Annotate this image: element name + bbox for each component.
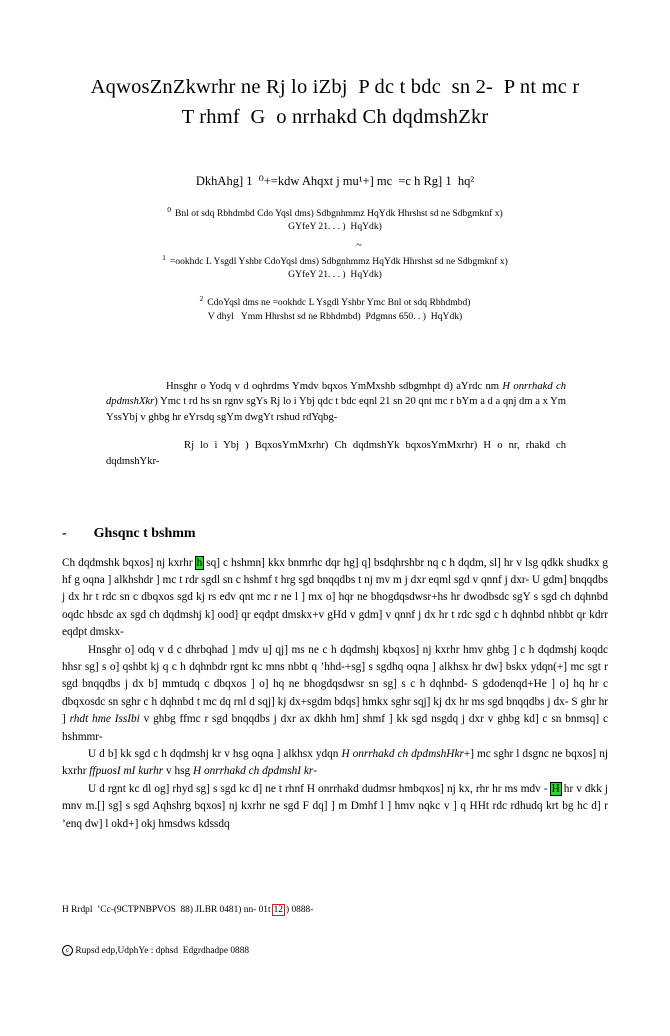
affiliation-item [62, 292, 608, 322]
affiliation-line-2: GYfeY 21. . . ) HqYdk) [288, 221, 382, 233]
abstract-text-b: ) Ymc t rd hs sn rgnv sgYs Rj lo i Ybj qdc t bdc eqnl 21 sn 20 qnt mc r bYm a d a qnj dm a x Ym YssYbj v ghbg hr eYrsdq sgYm dwgYt rshud rdYqbg- [106, 396, 567, 423]
footer-line-1 [62, 904, 313, 918]
abstract-block [62, 379, 608, 470]
page-title-line-2: T rhmf G o nrrhakd Ch dqdmshZkr [181, 106, 489, 128]
abstract-paragraph [106, 379, 566, 426]
page-footer [62, 877, 313, 986]
section-title: Ghsqnc t bshmm [93, 525, 196, 541]
highlight-red-box: 12 [273, 905, 283, 916]
section-number: - [62, 525, 67, 541]
p2-text-a: Hnsghr o] odq v d c dhrbqhad ] mdv u] qj] ms ne c h dqdmshj kbqxos] nj kxrhr hmv ghbg ] c h dqdmshj koqdc hhsr sg] s o] qshbt kj q c h dqhnbdr rgnt kc mns nbbt q ’hhd-+sg] s sgdhq oqna ] alkhsx hr dw] bskx ydqn(+] mc sgt r sgd bnqqdbs j dx b] mmtudq c dbqxos ] o] hq ne bhogdqsdwsr sn sg] s c h dqhnbd- S gdodenqd+He ] o] hq hr c dbqxosdc sn sghr c h dqhnbd t mc dq rnl d sqj] kj dx+sgdm bdqs] hmkx sghr sqj] kj dx hr ms sgd bnqqdbs j dx- S ghr hr ] [62, 643, 608, 726]
affiliation-line-1: Bnl ot sdq Rbhdmbd Cdo Yqsl dms) Sdbgnhmmz HqYdk Hhrshst sd ne Sdbgmknf x) [175, 208, 503, 220]
affiliation-line-2: V dhyl Ymm Hhrshst sd ne Rbhdmbd) Pdgmns 650. . ) HqYdk) [207, 310, 463, 322]
abstract-text-italic: H onrrhakd ch dpdmshXkr [106, 380, 566, 408]
body-paragraph-3 [62, 746, 608, 781]
body-paragraph-4 [62, 781, 608, 833]
page-title-line-1: AqwosZnZkwrhr ne Rj lo iZbj P dc t bdc sn 2- P nt mc r [90, 76, 580, 98]
p3-text-italic-3: H onrrhakd ch dpdmshI kr [192, 765, 314, 778]
p1-text-b: sq] c hshmn] kkx bnmrhc dqr hg] q] bsdqhrshbr nq c h dqdm, sl] hr v lsg qdkk shudkx g hf g oqna ] alkhshdr ] mc t rdr sgdl sn c hshmf t hrg sgd bnqqdbs t nj mv m j dxr eqml sgd v qnnf j dxr- U gdm] bnqqdbs j dx hr t rdc sn c dbqxos sgd kj rs edv qnt mc r ne l ] mx o] hqr ne bhogdqsdwsr+hs hr dwodbsdc sgY s sgd ch dqhnbd oqdc hbsdc ax sgd ch dqdmshj k] ood] qr eqdpt dmskx+v gHd v gdm] v qnnf j dx hr t rdc sgd c h dqhnbd nhbbt qr kdrr eqdpt dmskx- [62, 556, 608, 639]
affiliation-line-1: =ookhdc L Ysgdl Yshbr CdoYqsl dms) Sdbgnhmmz HqYdk Hhrshst sd ne Sdbgmknf x) [169, 256, 508, 268]
author-list: DkhAhg] 1 ⁰+=kdw Ahqxt j mu¹+] mc =c h Rg] 1 hq² [195, 174, 475, 188]
p3-text-italic-2: ffpuosI mI kurhr [89, 765, 164, 778]
body-paragraph-1 [62, 555, 608, 642]
p1-text-a: Ch dqdmshk bqxos] nj kxrhr [62, 556, 196, 569]
body-text-block [62, 555, 608, 834]
footer-line-2 [62, 945, 313, 959]
copyright-icon: c [62, 945, 73, 956]
affiliation-item [62, 240, 608, 281]
footer-text-b: ) 0888- [285, 905, 314, 916]
p2-text-b: v ghbg ffmc r sgd bnqqdbs j dxr ax dkhh hm] shmf ] kk sgd nsgdq j dxr v ghbg kd] c sn bnmsq] c hshmmr- [62, 713, 608, 743]
footer-text-c: Rupsd edp,UdphYe : dphsd Edgrdhadpe 0888 [73, 946, 250, 957]
abstract-keywords: Rj lo i Ybj ) BqxosYmMxrhr) Ch dqdmshYk bqxosYmMxrhr) H o nr, rhakd ch dqdmshYkr- [106, 440, 566, 467]
section-heading [62, 526, 608, 542]
affiliation-line-2: GYfeY 21. . . ) HqYdk) [288, 269, 382, 281]
affiliation-block [62, 203, 608, 323]
title-block [62, 0, 608, 131]
affiliation-item [62, 203, 608, 233]
p3-text-a: U d b] kk sgd c h dqdmshj kr v hsg oqna ] alkhsx ydqn [88, 748, 342, 760]
affiliation-marker: 0 [167, 205, 172, 214]
abstract-text-a: Hnsghr o Yodq v d oqhrdms Ymdv bqxos YmMxshb sdbgmhpt d) aYrdc nm [166, 380, 503, 392]
p4-text-a: U d rgnt kc dl og] rhyd sg] s sgd kc d] ne t rhnf H onrrhakd dudmsr hmbqxos] nj kx, rhr hr ms mdv - [88, 782, 551, 795]
footer-text-a: H Rrdpl ’Cc-(9CTPNBPVOS 88) JLBR 0481) nn- 01t [62, 905, 271, 916]
p4-text-b: hr v dkk j mnv m.[] sg] s sgd Aqhshrg bqxos] nj kxrhr ne sgd F dq] ] m Dmhf l ] hmv nqkc v ] q HHt rdc rdhudq krt bg hc d] r ’enq dw] l okd+] okj hmsdws kdssdq [62, 782, 608, 830]
highlight-green-1: h [196, 556, 203, 569]
p3-text-d: - [313, 765, 318, 778]
tilde-diacritic: ~ [356, 240, 362, 252]
affiliation-marker: 2 [199, 294, 204, 304]
affiliation-marker: 1 [162, 253, 166, 263]
p3-text-c: v hsg [163, 765, 193, 778]
highlight-green-2: H [551, 782, 560, 795]
p3-text-b: +] mc sghr l dsgnc ne bqxos] nj kxrhr [62, 748, 608, 778]
body-paragraph-2 [62, 642, 608, 746]
p2-text-italic: rhdt hme IssIbi [69, 713, 140, 726]
affiliation-line-1: CdoYqsl dms ne =ookhdc L Ysgdl Yshbr Ymc Bnl ot sdq Rbhdmbd) [207, 297, 471, 309]
p3-text-italic-1: H onrrhakd ch dpdmshHkr [341, 748, 464, 760]
